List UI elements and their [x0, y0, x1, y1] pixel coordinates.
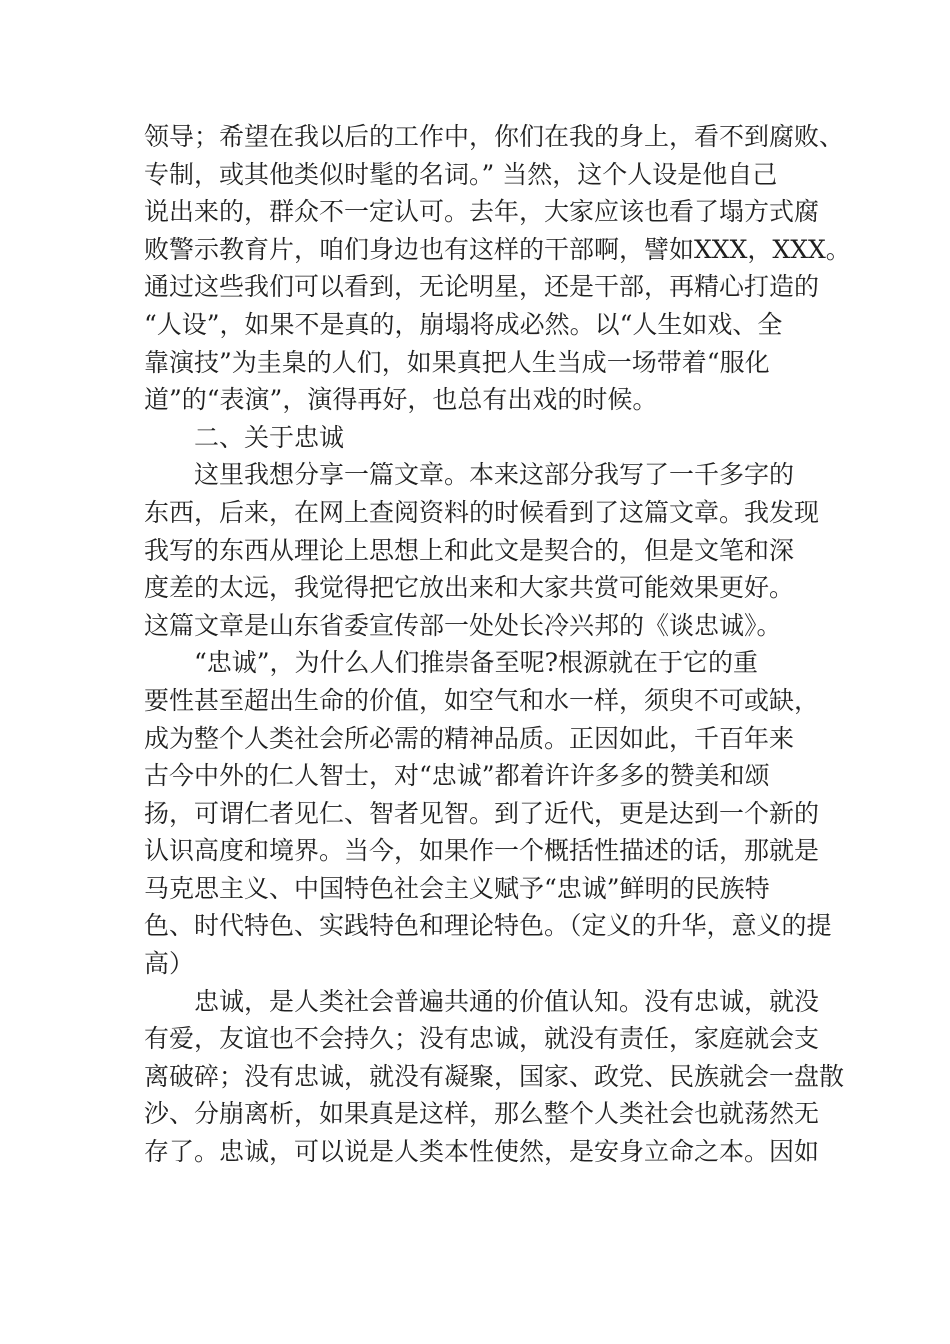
text-line: 这里我想分享一篇文章。本来这部分我写了一千多字的: [194, 460, 795, 490]
text-line: 存了。忠诚，可以说是人类本性使然，是安身立命之本。因如: [144, 1137, 820, 1167]
text-line: 度差的太远，我觉得把它放出来和大家共赏可能效果更好。: [144, 573, 795, 603]
text-line: 败警示教育片，咱们身边也有这样的干部啊，譬如XXX，XXX。: [144, 234, 851, 264]
text-line: “忠诚”，为什么人们推崇备至呢?根源就在于它的重: [194, 648, 758, 678]
paragraph: [144, 456, 820, 644]
text-line: 扬，可谓仁者见仁、智者见智。到了近代，更是达到一个新的: [144, 798, 820, 828]
text-line: 领导；希望在我以后的工作中，你们在我的身上，看不到腐败、: [144, 122, 845, 151]
paragraph: [144, 983, 845, 1171]
text-line: 认识高度和境界。当今，如果作一个概括性描述的话，那就是: [144, 836, 820, 866]
text-line: 有爱，友谊也不会持久；没有忠诚，就没有责任，家庭就会支: [144, 1024, 820, 1054]
text-line: 要性甚至超出生命的价值，如空气和水一样，须臾不可或缺，: [144, 685, 820, 715]
text-line: “人设”，如果不是真的，崩塌将成必然。以“人生如戏、全: [144, 309, 783, 339]
heading-text: 二、关于忠诚: [194, 422, 345, 452]
text-line: 离破碎；没有忠诚，就没有凝聚，国家、政党、民族就会一盘散: [144, 1061, 845, 1091]
text-line: 通过这些我们可以看到，无论明星，还是干部，再精心打造的: [144, 272, 820, 302]
paragraph: [144, 644, 832, 982]
text-line: 这篇文章是山东省委宣传部一处处长冷兴邦的《谈忠诚》。: [144, 610, 782, 640]
text-line: 高）: [144, 949, 195, 979]
section-heading: [144, 419, 814, 457]
text-line: 东西，后来，在网上查阅资料的时候看到了这篇文章。我发现: [144, 497, 820, 527]
text-line: 色、时代特色、实践特色和理论特色。（定义的升华，意义的提: [144, 911, 832, 941]
text-line: 忠诚，是人类社会普遍共通的价值认知。没有忠诚，就没: [194, 986, 820, 1016]
text-line: 古今中外的仁人智士，对“忠诚”都着许许多多的赞美和颂: [144, 761, 770, 791]
text-line: 靠演技”为圭臬的人们，如果真把人生当成一场带着“服化: [144, 347, 770, 377]
text-line: 道”的“表演”，演得再好，也总有出戏的时候。: [144, 385, 658, 415]
text-line: 马克思主义、中国特色社会主义赋予“忠诚”鲜明的民族特: [144, 873, 770, 903]
paragraph: [144, 118, 851, 419]
text-line: 说出来的，群众不一定认可。去年，大家应该也看了塌方式腐: [144, 197, 820, 227]
text-line: 我写的东西从理论上思想上和此文是契合的，但是文笔和深: [144, 535, 795, 565]
text-line: 成为整个人类社会所必需的精神品质。正因如此，千百年来: [144, 723, 795, 753]
document-body: [144, 118, 851, 1171]
text-line: 专制，或其他类似时髦的名词。” 当然，这个人设是他自己: [144, 159, 778, 189]
text-line: 沙、分崩离析，如果真是这样，那么整个人类社会也就荡然无: [144, 1099, 820, 1129]
